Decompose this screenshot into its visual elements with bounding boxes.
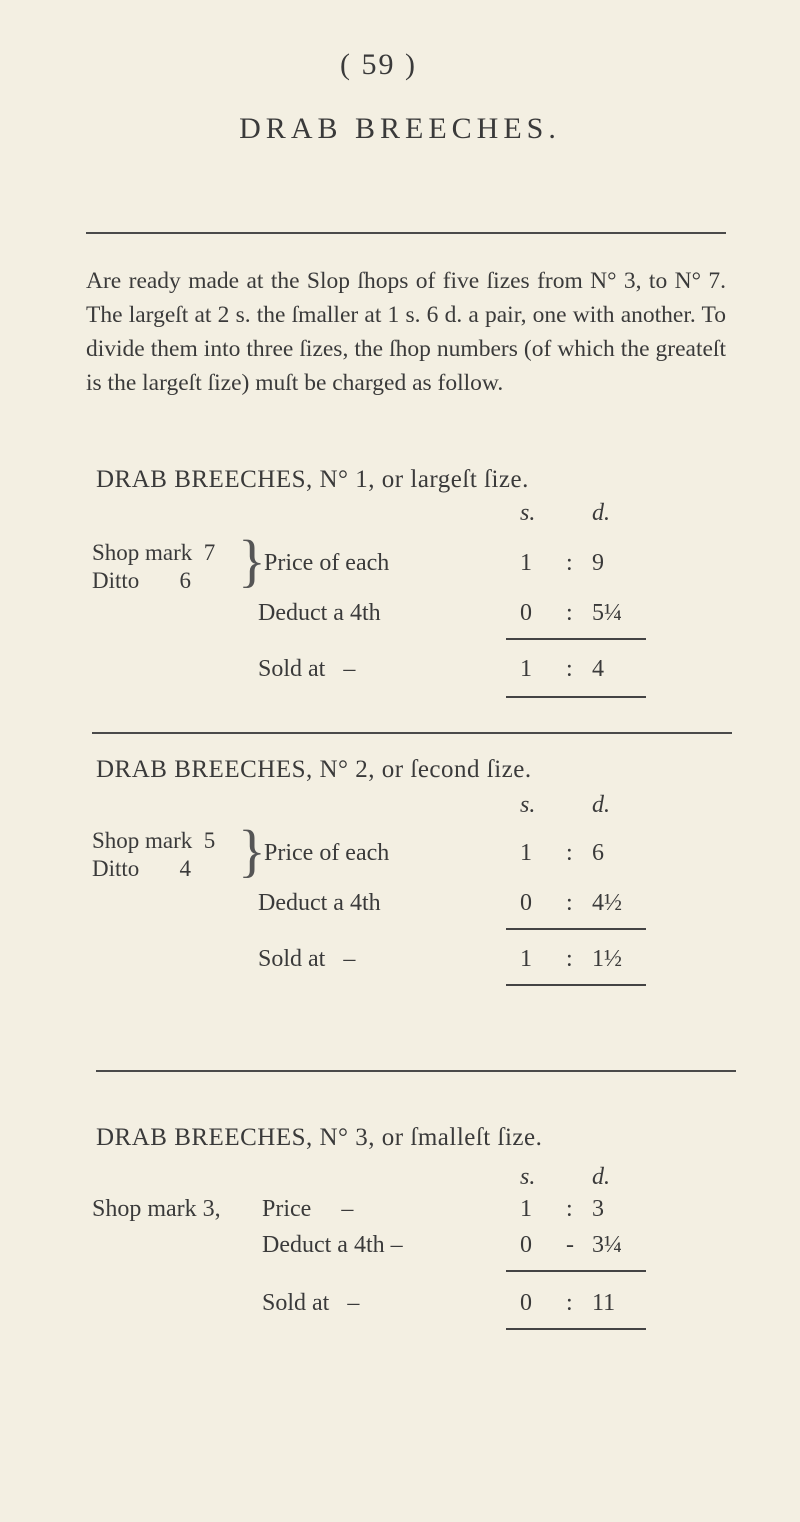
section-1-total-rule: [506, 696, 646, 698]
section-1-col-s: s.: [520, 500, 536, 526]
section-1-sold-label: Sold at –: [258, 656, 356, 682]
section-2-ditto: Ditto 4: [92, 856, 192, 881]
section-2-deduct-d: 4½: [592, 890, 622, 916]
section-3-col-s: s.: [520, 1164, 536, 1190]
section-3-price-s: 1: [520, 1196, 532, 1222]
title-rule: [86, 232, 726, 234]
page-number: ( 59 ): [340, 48, 417, 81]
section-1-sold-s: 1: [520, 656, 532, 682]
section-2-sold-s: 1: [520, 946, 532, 972]
section-2-col-d: d.: [592, 792, 610, 818]
section-3-deduct-d: 3¼: [592, 1232, 622, 1258]
section-1-deduct-d: 5¼: [592, 600, 622, 626]
section-1-heading: DRAB BREECHES, N° 1, or largeſt ſize.: [96, 466, 529, 493]
section-2-price-d: 6: [592, 840, 604, 866]
section-1-deduct-label: Deduct a 4th: [258, 600, 381, 626]
section-3-total-rule: [506, 1328, 646, 1330]
section-2-shop-mark: Shop mark 5: [92, 828, 216, 853]
section-3-col-d: d.: [592, 1164, 610, 1190]
section-1-brace: }: [238, 528, 266, 593]
section-2-brace: }: [238, 818, 266, 883]
section-2-sold-d: 1½: [592, 946, 622, 972]
section-3-price-d: 3: [592, 1196, 604, 1222]
section-2-deduct-label: Deduct a 4th: [258, 890, 381, 916]
section-1-ditto: Ditto 6: [92, 568, 192, 593]
section-1-deduct-s: 0: [520, 600, 532, 626]
section-1-price-label: Price of each: [264, 550, 390, 576]
section-3-sold-label: Sold at –: [262, 1290, 360, 1316]
intro-text: Are ready made at the Slop ſhops of five ſizes from N° 3, to N° 7. The largeſt at 2 s. the ſmaller at 1 s. 6 d. a pair, one with another. To divide them into three ſizes, the ſhop numbers (of which the greateſt is the largeſt ſize) muſt be charged as follow.: [86, 268, 726, 396]
section-3-deduct-label: Deduct a 4th –: [262, 1232, 403, 1258]
book-page: ( 59 ) DRAB BREECHES. Are ready made at the Slop ſhops of five ſizes from N° 3, to N° 7. The largeſt at 2 s. the ſmaller at 1 s. 6 d. a pair, one with another. To divide them into three ſizes, the ſhop numbers (of which the greateſt is the largeſt ſize) muſt be charged as follow. DRAB BREECHES, N° 1, or largeſt ſize. s. d. Shop mark 7 Ditto 6 } Price of each 1 : 9 Deduct a 4th 0 : 5¼ Sold at – 1 : 4 DRAB BREECHES, N° 2, or ſecond ſize. s. d. Shop mark 5 Ditto 4 } Price of each 1 : 6 Deduct a 4th 0 : 4½ Sold at – 1 : 1½ DRAB BREECHES, N° 3, or ſmalleſt ſize. s. d. Shop mark 3, Price – 1 : 3 Deduct a 4th – 0 - 3¼ Sold at – 0 : 11: [0, 0, 800, 1522]
section-2-deduct-s: 0: [520, 890, 532, 916]
section-1-shop-mark: Shop mark 7: [92, 540, 216, 565]
intro-paragraph: [86, 264, 726, 400]
section-3-shop-mark: Shop mark 3,: [92, 1196, 221, 1222]
page-title: DRAB BREECHES.: [239, 112, 561, 145]
section-2-price-s: 1: [520, 840, 532, 866]
section-1-sold-d: 4: [592, 656, 604, 682]
section-1-price-s: 1: [520, 550, 532, 576]
section-2-sum-rule: [506, 928, 646, 930]
section-2-col-s: s.: [520, 792, 536, 818]
section-1-col-d: d.: [592, 500, 610, 526]
section-3-sum-rule: [506, 1270, 646, 1272]
section-2-sold-label: Sold at –: [258, 946, 356, 972]
section-3-deduct-s: 0: [520, 1232, 532, 1258]
section-1-price-d: 9: [592, 550, 604, 576]
section-1-sum-rule: [506, 638, 646, 640]
section-3-heading: DRAB BREECHES, N° 3, or ſmalleſt ſize.: [96, 1124, 543, 1151]
section-1-divider: [92, 732, 732, 734]
section-3-price-label: Price –: [262, 1196, 354, 1222]
section-2-total-rule: [506, 984, 646, 986]
section-2-divider: [96, 1070, 736, 1072]
section-3-sold-d: 11: [592, 1290, 616, 1316]
section-3-sold-s: 0: [520, 1290, 532, 1316]
section-2-price-label: Price of each: [264, 840, 390, 866]
section-2-heading: DRAB BREECHES, N° 2, or ſecond ſize.: [96, 756, 532, 783]
